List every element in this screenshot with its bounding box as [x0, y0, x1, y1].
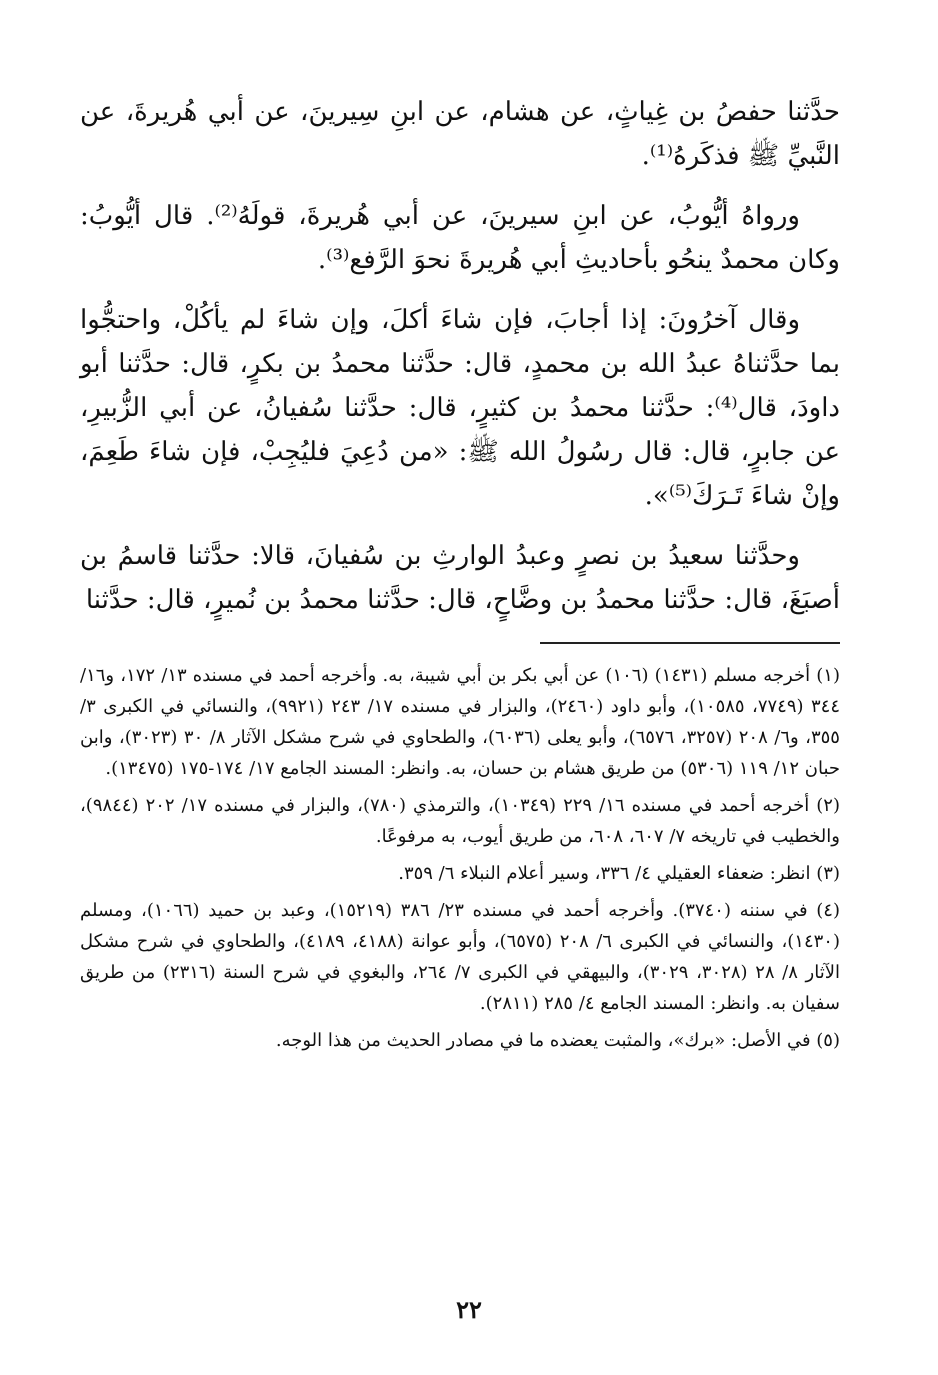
footnote-3: (٣) انظر: ضعفاء العقيلي ٤/ ٣٣٦، وسير أعلام النبلاء ٦/ ٣٥٩. — [398, 863, 840, 884]
main-paragraph-1: حدَّثنا حفصُ بن غِياثٍ، عن هشام، عن ابنِ سِيرينَ، عن أبي هُريرةَ، عن النَّبيِّ ﷺ فذكَرهُ⁽¹⁾. — [80, 97, 840, 171]
footnote-separator — [540, 642, 840, 644]
page-body — [80, 90, 840, 1062]
page-number: ٢٢ — [456, 1295, 482, 1324]
footnote-5: (٥) في الأصل: «برك»، والمثبت يعضده ما في مصادر الحديث من هذا الوجه. — [275, 1030, 840, 1051]
footnote-2: (٢) أخرجه أحمد في مسنده ١٦/ ٢٢٩ (١٠٣٤٩)، والترمذي (٧٨٠)، والبزار في مسنده ١٧/ ٢٠٢ (٩٨٤٤)، والخطيب في تاريخه ٧/ ٦٠٧، ٦٠٨، من طريق أيوب، به مرفوعًا. — [80, 795, 840, 847]
footnote-1: (١) أخرجه مسلم (١٤٣١) (١٠٦) عن أبي بكر بن أبي شيبة، به. وأخرجه أحمد في مسنده ١٣/ ١٧٢، و١٦/ ٣٤٤ (٧٧٤٩، ١٠٥٨٥)، وأبو داود (٢٤٦٠)، والبزار في مسنده ١٧/ ٢٤٣ (٩٩٢١)، والنسائي في الكبرى ٣/ ٣٥٥، و٦/ ٢٠٨ (٣٢٥٧، ٦٥٧٦)، وأبو يعلى (٦٠٣٦)، والطحاوي في شرح مشكل الآثار ٨/ ٣٠ (٣٠٢٣)، وابن حبان ١٢/ ١١٩ (٥٣٠٦) من طريق هشام بن حسان، به. وانظر: المسند الجامع ١٧/ ١٧٤-١٧٥ (١٣٤٧٥). — [80, 665, 841, 779]
main-paragraph-4: وحدَّثنا سعيدُ بن نصرٍ وعبدُ الوارثِ بن سُفيانَ، قالا: حدَّثنا قاسمُ بن أصبَغَ، قال: حدَّثنا محمدُ بن وضَّاحٍ، قال: حدَّثنا محمدُ بن نُميرٍ، قال: حدَّثنا — [80, 541, 840, 615]
footnote-4: (٤) في سننه (٣٧٤٠). وأخرجه أحمد في مسنده ٢٣/ ٣٨٦ (١٥٢١٩)، وعبد بن حميد (١٠٦٦)، ومسلم (١٤٣٠)، والنسائي في الكبرى ٦/ ٢٠٨ (٦٥٧٥)، وأبو عوانة (٤١٨٨، ٤١٨٩)، والطحاوي في شرح مشكل الآثار ٨/ ٢٨ (٣٠٢٨، ٣٠٢٩)، والبيهقي في الكبرى ٧/ ٢٦٤، والبغوي في شرح السنة (٢٣١٦) من طريق سفيان به. وانظر: المسند الجامع ٤/ ٢٨٥ (٢٨١١). — [80, 900, 841, 1014]
footnotes — [80, 660, 840, 1056]
main-paragraph-2: ورواهُ أيُّوبُ، عن ابنِ سيرينَ، عن أبي هُريرةَ، قولَهُ⁽²⁾. قال أيُّوبُ: وكان محمدٌ ينحُو بأحاديثِ أبي هُريرةَ نحوَ الرَّفع⁽³⁾. — [80, 201, 840, 275]
main-text — [80, 90, 840, 622]
main-paragraph-3: وقال آخرُونَ: إذا أجابَ، فإن شاءَ أكلَ، وإن شاءَ لم يأكُلْ، واحتجُّوا بما حدَّثناهُ عبدُ الله بن محمدٍ، قال: حدَّثنا محمدُ بن بكرٍ، قال: حدَّثنا أبو داودَ، قال⁽⁴⁾: حدَّثنا محمدُ بن كثيرٍ، قال: حدَّثنا سُفيانُ، عن أبي الزُّبيرِ، عن جابرٍ، قال: قال رسُولُ الله ﷺ: «من دُعِيَ فليُجِبْ، فإن شاءَ طَعِمَ، وإنْ شاءَ تَـرَكَ⁽⁵⁾». — [80, 305, 841, 511]
